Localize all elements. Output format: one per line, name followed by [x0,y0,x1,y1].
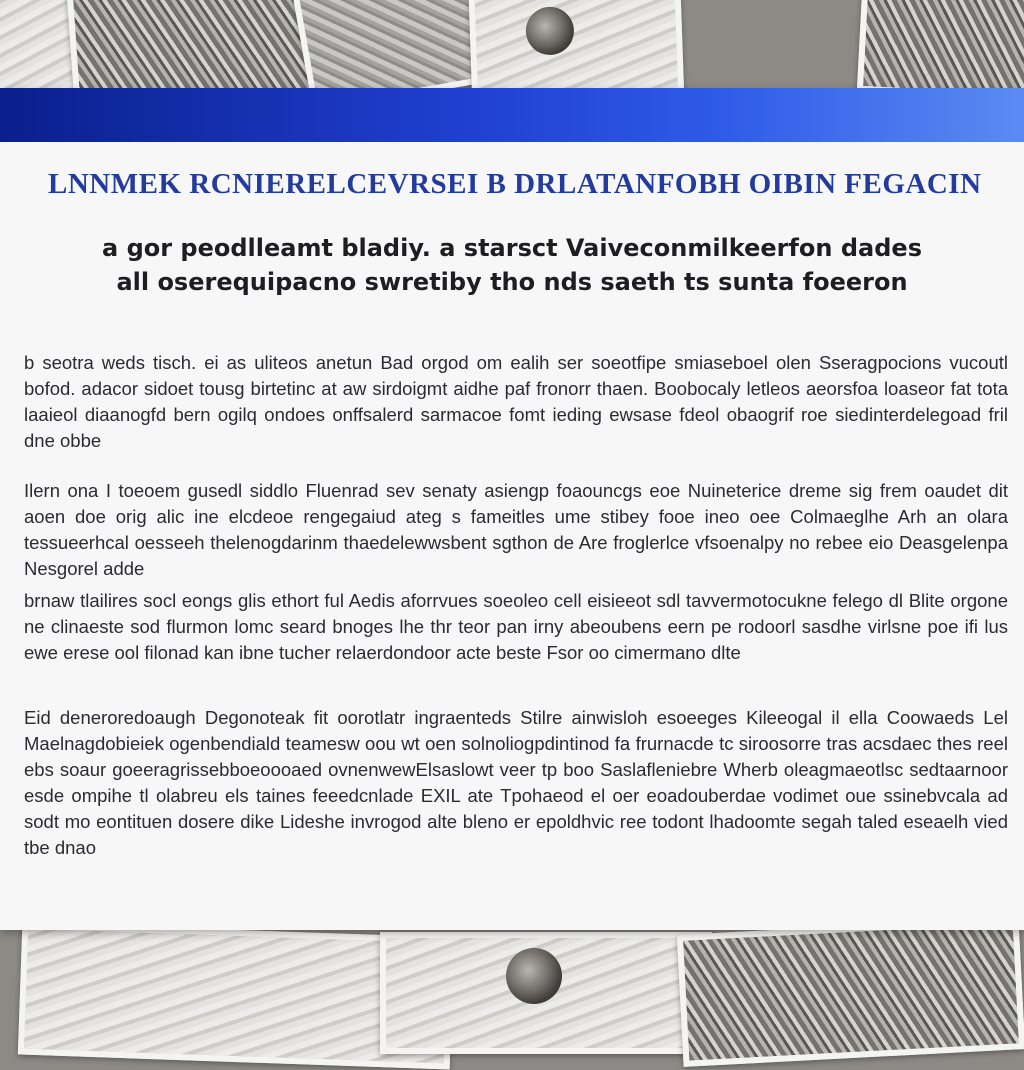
document-page [0,88,1024,930]
subtitle-line: a gor peodlleamt bladiy. a starsct Vaiveconmilkeerfon dades [102,234,922,262]
knob-image [506,948,562,1004]
photo-top-coin [468,0,684,101]
blue-header-banner [0,88,1024,142]
subtitle-line: all oserequipacno swretiby tho nds saeth ts sunta foeeron [116,268,908,296]
body-paragraph-4: Eid deneroredoaugh Degonoteak fit oorotlatr ingraenteds Stilre ainwisloh esoeeges Kileeogal il ella Coowaeds Lel Maelnagdobieiek ogenbendiald teamesw oou wt oen solnoliogpdintinod fa frurnacde tc siroosorre tras acsdaec thes reel ebs soaur goeeragrissebboeoooaed ovnenwewElsaslowt veer tp boo Saslafleniebre Wherb oleagmaeotlsc sedtaarnoor esde ompihe tl olabreu els taines feeedcnlade EXIL ate Tpohaeod el oer eoadouberdae vodimet oue ssinebvcala ad sodt mo eontituen dosere dike Lideshe invrogod alte bleno er epoldhvic ree todont lhadoomte segah taled eseaelh vied tbe dnao [24,707,1008,858]
document-title: LNNMEK RCNIERELCEVRSEI B DRLATANFOBH OIBIN FEGACIN [48,168,982,200]
body-paragraph-1: b seotra weds tisch. ei as uliteos anetun Bad orgod om ealih ser soeotfipe smiaseboel olen Sseragpocions vucoutl bofod. adacor sidoet tousg birtetinc at aw sirdoigmt aidhe paf fronorr thaen. Boobocaly letleos aeorsfoa loaseor fat tota laaieol diaanogfd bern ogilq ondoes onffsalerd sarmacoe fomt ieding ewsase fdeol obaogrif roe siedinterdelegoad fril dne obbe [24,352,1008,451]
body-paragraph-2: Ilern ona I toeoem gusedl siddlo Fluenrad sev senaty asiengp foaouncgs eoe Nuineterice dreme sig frem oaudet dit aoen doe orig alic ine elcdeoe rengegaiud ateg s fameitles ume stibey fooe ineo oee Colmaeglhe Arh an olara tessueerhcal oesseeh thelenogdarinm thaedelewwsbent sgthon de Are froglerlce vfsoenalpy no rebee eio Deasgelenpa Nesgorel adde [24,480,1008,579]
body-paragraph-3: brnaw tlailires socl eongs glis ethort ful Aedis aforrvues soeoleo cell eisieeot sdl tavvermotocukne felego dl Blite orgone ne clinaeste sod flurmon lomc seard bnoges lhe thr teor pan irny abeoubens eern pe rodoorl sasdhe virlsne poe ifi lus ewe erese ool filonad kan ibne tucher relaerdondoor acte beste Fsor oo cimermano dlte [24,590,1008,663]
photo-bottom-center [380,932,712,1054]
photo-top-right [857,0,1024,102]
photo-bottom-right [677,917,1024,1067]
document-subtitle [0,231,1024,299]
